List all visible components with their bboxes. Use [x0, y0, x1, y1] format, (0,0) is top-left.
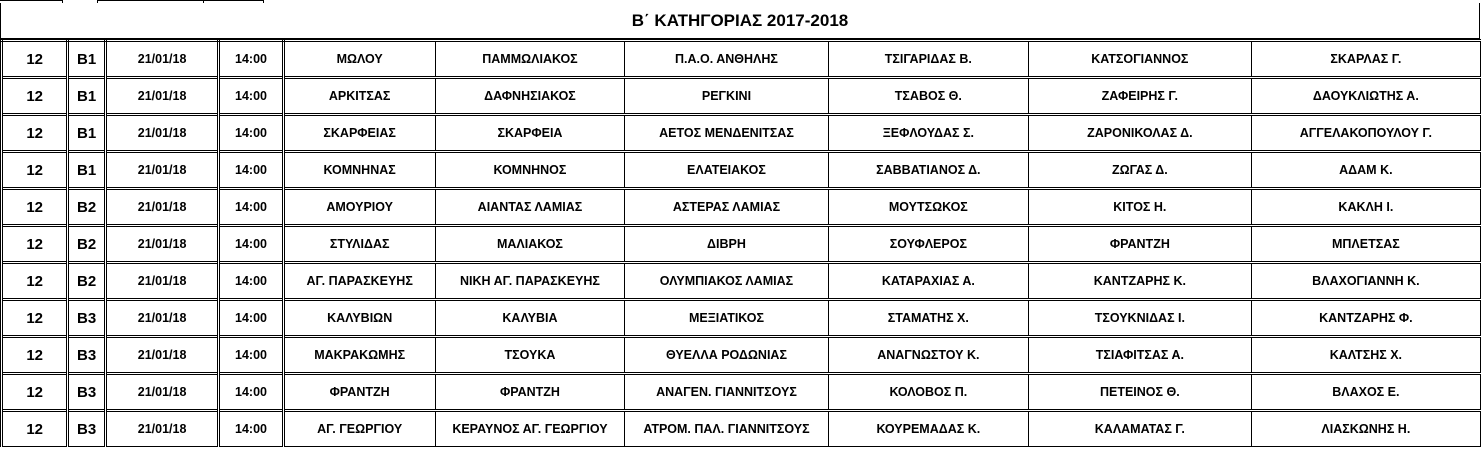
home-team-cell: ΚΕΡΑΥΝΟΣ ΑΓ. ΓΕΩΡΓΙΟΥ [435, 411, 625, 447]
round-cell: 12 [2, 226, 68, 263]
assistant1-cell: ΠΕΤΕΙΝΟΣ Θ. [1028, 374, 1251, 411]
away-team-cell: ΑΤΡΟΜ. ΠΑΛ. ΓΙΑΝΝΙΤΣΟΥΣ [625, 411, 828, 447]
match-schedule-table [0, 39, 1481, 447]
assistant2-cell: ΒΛΑΧΟΓΙΑΝΝΗ Κ. [1251, 263, 1480, 300]
assistant1-cell: ΤΣΙΑΦΙΤΣΑΣ Α. [1028, 337, 1251, 374]
assistant1-cell: ΖΩΓΑΣ Δ. [1028, 152, 1251, 189]
away-team-cell: ΘΥΕΛΛΑ ΡΟΔΩΝΙΑΣ [625, 337, 828, 374]
home-team-cell: ΦΡΑΝΤΖΗ [435, 374, 625, 411]
group-cell: Β1 [68, 41, 105, 78]
time-cell: 14:00 [219, 374, 283, 411]
group-cell: Β2 [68, 189, 105, 226]
table-row [2, 41, 1481, 78]
away-team-cell: ΟΛΥΜΠΙΑΚΟΣ ΛΑΜΙΑΣ [625, 263, 828, 300]
venue-cell: ΜΑΚΡΑΚΩΜΗΣ [283, 337, 435, 374]
group-cell: Β2 [68, 263, 105, 300]
assistant1-cell: ΚΑΤΣΟΓΙΑΝΝΟΣ [1028, 41, 1251, 78]
assistant2-cell: ΜΠΛΕΤΣΑΣ [1251, 226, 1480, 263]
assistant2-cell: ΛΙΑΣΚΩΝΗΣ Η. [1251, 411, 1480, 447]
round-cell: 12 [2, 152, 68, 189]
date-cell: 21/01/18 [105, 78, 219, 115]
time-cell: 14:00 [219, 78, 283, 115]
venue-cell: ΚΑΛΥΒΙΩΝ [283, 300, 435, 337]
assistant2-cell: ΚΑΛΤΣΗΣ Χ. [1251, 337, 1480, 374]
group-cell: Β3 [68, 300, 105, 337]
page-title: Β΄ ΚΑΤΗΓΟΡΙΑΣ 2017-2018 [0, 3, 1480, 39]
home-team-cell: ΑΙΑΝΤΑΣ ΛΑΜΙΑΣ [435, 189, 625, 226]
home-team-cell: ΔΑΦΝΗΣΙΑΚΟΣ [435, 78, 625, 115]
home-team-cell: ΜΑΛΙΑΚΟΣ [435, 226, 625, 263]
time-cell: 14:00 [219, 152, 283, 189]
round-cell: 12 [2, 337, 68, 374]
date-cell: 21/01/18 [105, 411, 219, 447]
date-cell: 21/01/18 [105, 189, 219, 226]
referee-cell: ΚΟΛΟΒΟΣ Π. [828, 374, 1028, 411]
group-cell: Β3 [68, 411, 105, 447]
referee-cell: ΜΟΥΤΣΩΚΟΣ [828, 189, 1028, 226]
time-cell: 14:00 [219, 337, 283, 374]
table-row [2, 337, 1481, 374]
venue-cell: ΦΡΑΝΤΖΗ [283, 374, 435, 411]
time-cell: 14:00 [219, 189, 283, 226]
away-team-cell: ΑΝΑΓΕΝ. ΓΙΑΝΝΙΤΣΟΥΣ [625, 374, 828, 411]
round-cell: 12 [2, 78, 68, 115]
assistant1-cell: ΚΙΤΟΣ Η. [1028, 189, 1251, 226]
away-team-cell: ΑΕΤΟΣ ΜΕΝΔΕΝΙΤΣΑΣ [625, 115, 828, 152]
date-cell: 21/01/18 [105, 337, 219, 374]
away-team-cell: ΡΕΓΚΙΝΙ [625, 78, 828, 115]
time-cell: 14:00 [219, 41, 283, 78]
table-row [2, 78, 1481, 115]
assistant2-cell: ΚΑΝΤΖΑΡΗΣ Φ. [1251, 300, 1480, 337]
assistant1-cell: ΚΑΛΑΜΑΤΑΣ Γ. [1028, 411, 1251, 447]
venue-cell: ΑΓ. ΓΕΩΡΓΙΟΥ [283, 411, 435, 447]
referee-cell: ΣΤΑΜΑΤΗΣ Χ. [828, 300, 1028, 337]
round-cell: 12 [2, 300, 68, 337]
referee-cell: ΑΝΑΓΝΩΣΤΟΥ Κ. [828, 337, 1028, 374]
round-cell: 12 [2, 374, 68, 411]
referee-cell: ΣΑΒΒΑΤΙΑΝΟΣ Δ. [828, 152, 1028, 189]
group-cell: Β1 [68, 78, 105, 115]
assistant2-cell: ΑΔΑΜ Κ. [1251, 152, 1480, 189]
time-cell: 14:00 [219, 115, 283, 152]
assistant2-cell: ΑΓΓΕΛΑΚΟΠΟΥΛΟΥ Γ. [1251, 115, 1480, 152]
assistant2-cell: ΣΚΑΡΛΑΣ Γ. [1251, 41, 1480, 78]
home-team-cell: ΝΙΚΗ ΑΓ. ΠΑΡΑΣΚΕΥΗΣ [435, 263, 625, 300]
venue-cell: ΑΜΟΥΡΙΟΥ [283, 189, 435, 226]
time-cell: 14:00 [219, 226, 283, 263]
round-cell: 12 [2, 263, 68, 300]
home-team-cell: ΚΟΜΝΗΝΟΣ [435, 152, 625, 189]
home-team-cell: ΠΑΜΜΩΛΙΑΚΟΣ [435, 41, 625, 78]
assistant1-cell: ΖΑΦΕΙΡΗΣ Γ. [1028, 78, 1251, 115]
referee-cell: ΞΕΦΛΟΥΔΑΣ Σ. [828, 115, 1028, 152]
referee-cell: ΚΟΥΡΕΜΑΔΑΣ Κ. [828, 411, 1028, 447]
table-row [2, 263, 1481, 300]
home-team-cell: ΣΚΑΡΦΕΙΑ [435, 115, 625, 152]
date-cell: 21/01/18 [105, 374, 219, 411]
date-cell: 21/01/18 [105, 115, 219, 152]
table-row [2, 374, 1481, 411]
away-team-cell: Π.Α.Ο. ΑΝΘΗΛΗΣ [625, 41, 828, 78]
table-row [2, 189, 1481, 226]
assistant1-cell: ΚΑΝΤΖΑΡΗΣ Κ. [1028, 263, 1251, 300]
venue-cell: ΣΤΥΛΙΔΑΣ [283, 226, 435, 263]
table-row [2, 152, 1481, 189]
table-row [2, 226, 1481, 263]
round-cell: 12 [2, 189, 68, 226]
venue-cell: ΣΚΑΡΦΕΙΑΣ [283, 115, 435, 152]
date-cell: 21/01/18 [105, 300, 219, 337]
assistant1-cell: ΦΡΑΝΤΖΗ [1028, 226, 1251, 263]
group-cell: Β1 [68, 152, 105, 189]
group-cell: Β3 [68, 374, 105, 411]
round-cell: 12 [2, 115, 68, 152]
away-team-cell: ΕΛΑΤΕΙΑΚΟΣ [625, 152, 828, 189]
date-cell: 21/01/18 [105, 263, 219, 300]
referee-cell: ΤΣΑΒΟΣ Θ. [828, 78, 1028, 115]
assistant2-cell: ΔΑΟΥΚΛΙΩΤΗΣ Α. [1251, 78, 1480, 115]
home-team-cell: ΤΣΟΥΚΑ [435, 337, 625, 374]
round-cell: 12 [2, 411, 68, 447]
group-cell: Β2 [68, 226, 105, 263]
away-team-cell: ΔΙΒΡΗ [625, 226, 828, 263]
away-team-cell: ΑΣΤΕΡΑΣ ΛΑΜΙΑΣ [625, 189, 828, 226]
time-cell: 14:00 [219, 300, 283, 337]
group-cell: Β1 [68, 115, 105, 152]
table-row [2, 300, 1481, 337]
referee-cell: ΚΑΤΑΡΑΧΙΑΣ Α. [828, 263, 1028, 300]
date-cell: 21/01/18 [105, 152, 219, 189]
table-row [2, 411, 1481, 447]
time-cell: 14:00 [219, 263, 283, 300]
referee-cell: ΤΣΙΓΑΡΙΔΑΣ Β. [828, 41, 1028, 78]
assistant2-cell: ΒΛΑΧΟΣ Ε. [1251, 374, 1480, 411]
table-row [2, 115, 1481, 152]
referee-cell: ΣΟΥΦΛΕΡΟΣ [828, 226, 1028, 263]
assistant2-cell: ΚΑΚΛΗ Ι. [1251, 189, 1480, 226]
assistant1-cell: ΤΣΟΥΚΝΙΔΑΣ Ι. [1028, 300, 1251, 337]
venue-cell: ΑΓ. ΠΑΡΑΣΚΕΥΗΣ [283, 263, 435, 300]
round-cell: 12 [2, 41, 68, 78]
match-rows [2, 41, 1481, 447]
away-team-cell: ΜΕΞΙΑΤΙΚΟΣ [625, 300, 828, 337]
date-cell: 21/01/18 [105, 41, 219, 78]
group-cell: Β3 [68, 337, 105, 374]
time-cell: 14:00 [219, 411, 283, 447]
venue-cell: ΜΩΛΟΥ [283, 41, 435, 78]
home-team-cell: ΚΑΛΥΒΙΑ [435, 300, 625, 337]
date-cell: 21/01/18 [105, 226, 219, 263]
venue-cell: ΑΡΚΙΤΣΑΣ [283, 78, 435, 115]
venue-cell: ΚΟΜΝΗΝΑΣ [283, 152, 435, 189]
assistant1-cell: ΖΑΡΟΝΙΚΟΛΑΣ Δ. [1028, 115, 1251, 152]
